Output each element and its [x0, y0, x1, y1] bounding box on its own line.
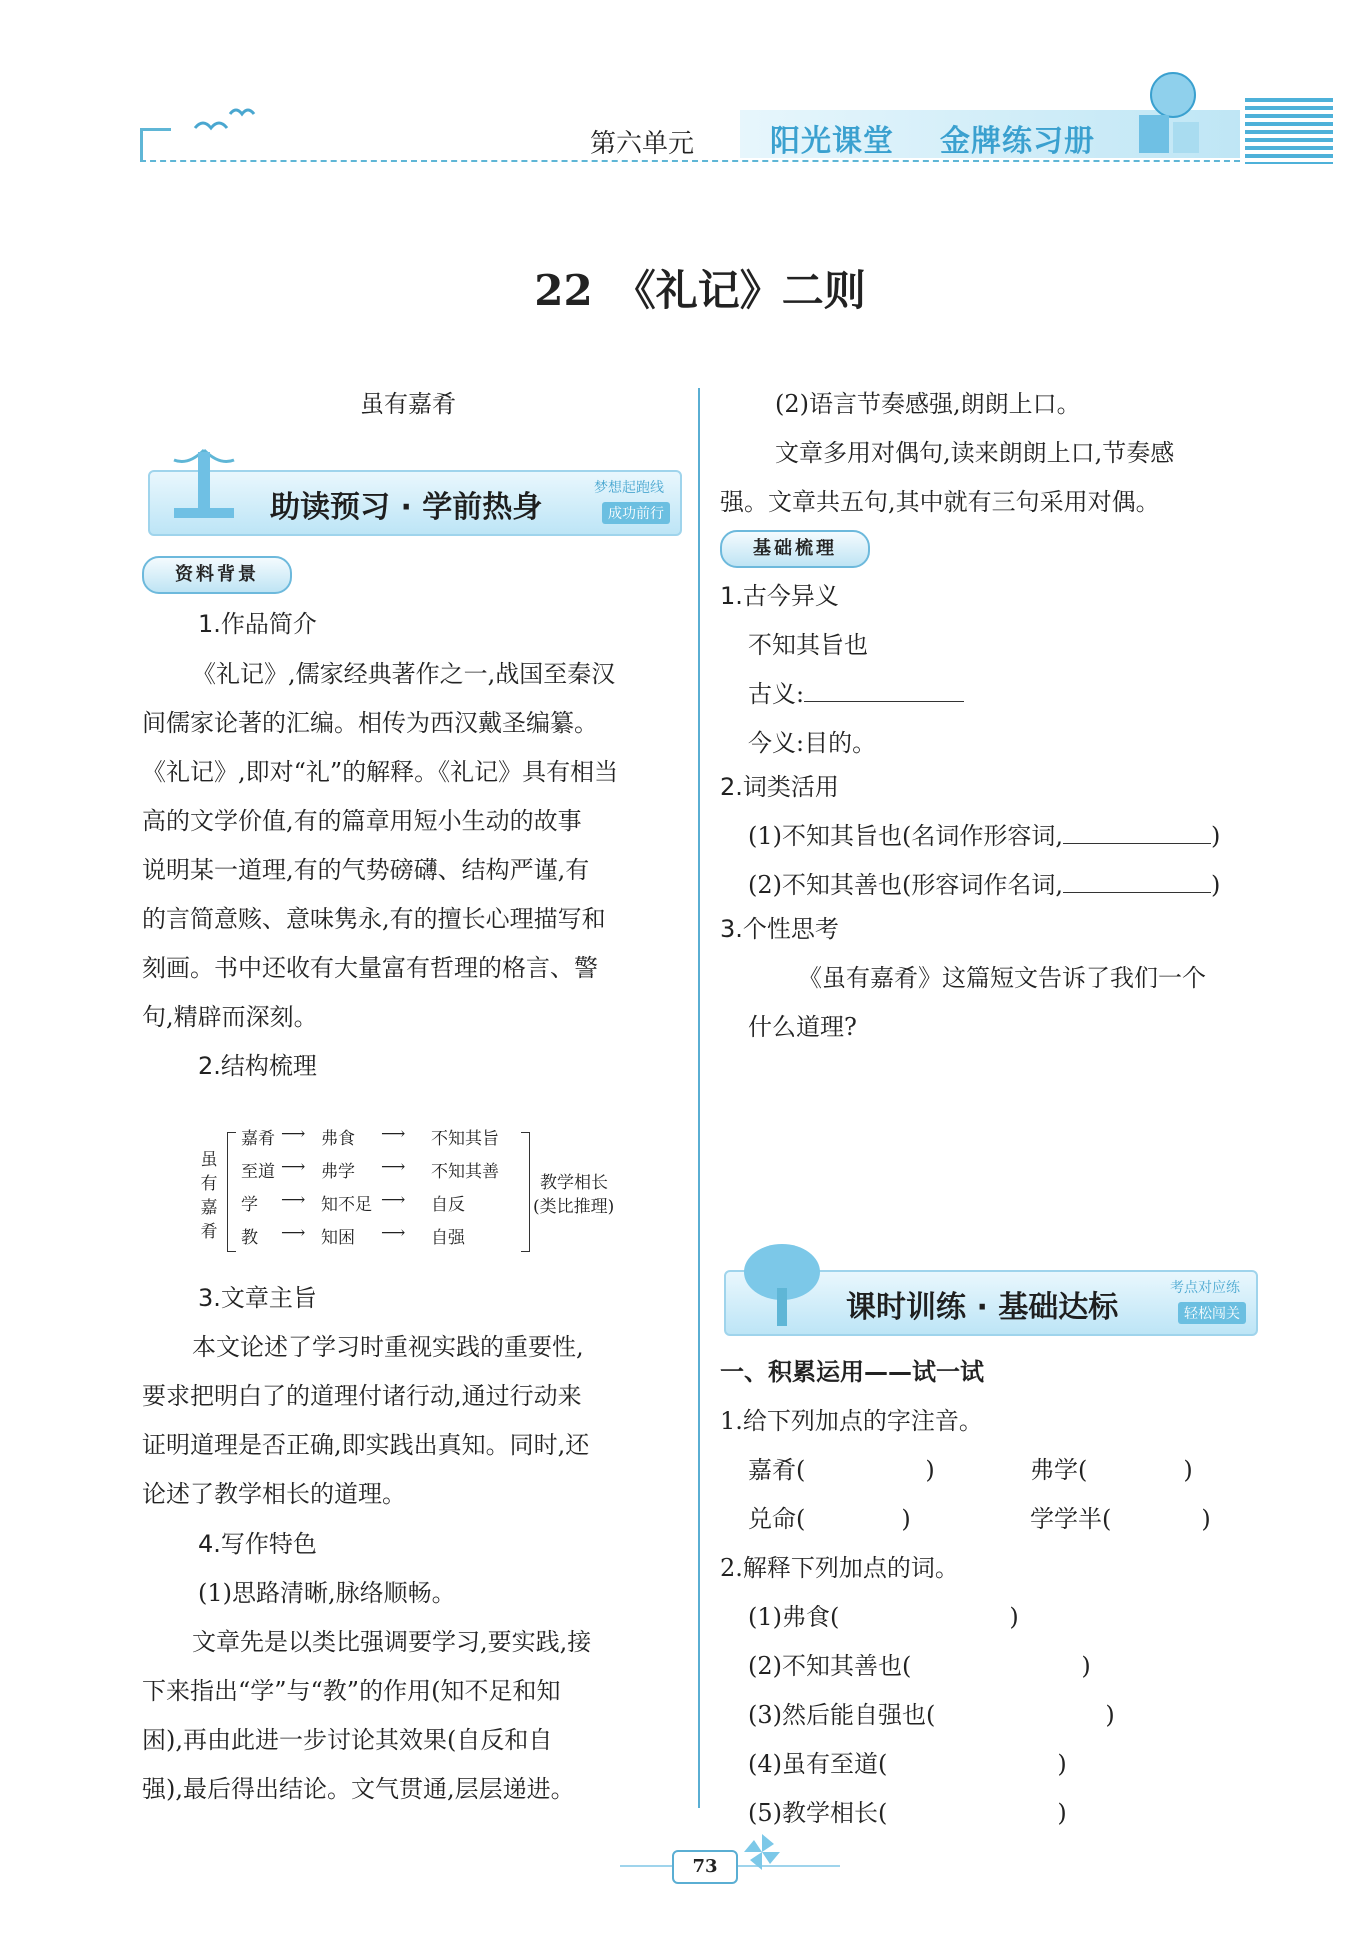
ex2-item-text: (4)虽有至道(	[748, 1750, 888, 1778]
q1-item: 不知其旨也	[748, 631, 868, 659]
q1-old-label: 古义:	[748, 680, 805, 708]
diagram-cell: 教	[241, 1228, 258, 1248]
q2-item-a	[748, 812, 1220, 861]
structure-diagram	[195, 1120, 655, 1260]
ex1-item	[1030, 1495, 1211, 1544]
arrow-right-icon: ⟶	[281, 1124, 306, 1144]
left-subtitle: 虽有嘉肴	[360, 390, 456, 418]
diagram-cell: 知不足	[321, 1195, 372, 1215]
diagram-cell: 知困	[321, 1228, 355, 1248]
ex2-item	[748, 1642, 1091, 1691]
ex2-close: )	[1009, 1603, 1019, 1631]
ex2-item	[748, 1691, 1115, 1740]
ex2-close: )	[1105, 1701, 1115, 1729]
ex1-item	[748, 1495, 911, 1544]
s1-paragraph	[142, 650, 687, 1042]
q2-a-blank[interactable]	[1063, 817, 1211, 844]
header-brand-right: 金牌练习册	[940, 124, 1095, 159]
s3-line: 本文论述了学习时重视实践的重要性,	[192, 1333, 584, 1361]
diagram-row	[241, 1223, 521, 1249]
ex1-item-text: 弗学(	[1030, 1456, 1088, 1484]
diagram-root-char: 肴	[200, 1222, 218, 1242]
s1-line: 说明某一道理,有的气势磅礴、结构严谨,有	[142, 856, 590, 884]
birds-icon	[190, 100, 270, 140]
s1-line: 间儒家论著的汇编。相传为西汉戴圣编纂。	[142, 709, 598, 737]
q2-a-close: )	[1211, 822, 1221, 850]
s3-heading: 3.文章主旨	[198, 1284, 317, 1312]
s1-heading: 1.作品简介	[198, 610, 317, 638]
ex1-item-text: 学学半(	[1030, 1505, 1112, 1533]
s1-line: 《礼记》,即对“礼”的解释。《礼记》具有相当	[142, 758, 619, 786]
s1-line: 《礼记》,儒家经典著作之一,战国至秦汉	[192, 660, 616, 688]
page-title: 22 《礼记》二则	[534, 266, 866, 315]
s4-paragraph	[142, 1618, 687, 1814]
arrow-right-icon: ⟶	[381, 1124, 406, 1144]
fountain-icon	[154, 442, 254, 532]
s4-line: 下来指出“学”与“教”的作用(知不足和知	[142, 1677, 561, 1705]
q1-heading: 1.古今异义	[720, 582, 839, 610]
ex1-item	[1030, 1446, 1193, 1495]
s4-sub2-line: 文章多用对偶句,读来朗朗上口,节奏感	[775, 439, 1175, 467]
diagram-result-note: (类比推理)	[533, 1197, 615, 1217]
left-banner	[148, 470, 682, 536]
s1-line: 的言简意赅、意味隽永,有的擅长心理描写和	[142, 905, 606, 933]
ex1-prompt: 1.给下列加点的字注音。	[720, 1407, 983, 1435]
diagram-cell: 不知其善	[431, 1162, 499, 1182]
ex1-close: )	[901, 1505, 911, 1533]
s1-line: 高的文学价值,有的篇章用短小生动的故事	[142, 807, 582, 835]
header-bracket-decoration	[140, 128, 171, 161]
left-banner-title: 助读预习 · 学前热身	[270, 490, 543, 525]
diagram-cell: 嘉肴	[241, 1129, 275, 1149]
q2-heading: 2.词类活用	[720, 773, 839, 801]
diagram-right-brace	[521, 1132, 530, 1252]
pill-background-info: 资料背景	[142, 556, 292, 594]
q2-item-b	[748, 861, 1220, 910]
s3-line: 证明道理是否正确,即实践出真知。同时,还	[142, 1431, 590, 1459]
q2-b-close: )	[1211, 871, 1221, 899]
ex1-close: )	[1201, 1505, 1211, 1533]
ex2-item-text: (2)不知其善也(	[748, 1652, 912, 1680]
s3-line: 要求把明白了的道理付诸行动,通过行动来	[142, 1382, 582, 1410]
ex2-close: )	[1057, 1799, 1067, 1827]
ex1-item-text: 兑命(	[748, 1505, 806, 1533]
s4-line: 文章先是以类比强调要学习,要实践,接	[192, 1628, 592, 1656]
arrow-right-icon: ⟶	[381, 1157, 406, 1177]
s1-line: 刻画。书中还收有大量富有哲理的格言、警	[142, 954, 598, 982]
diagram-cell: 弗学	[321, 1162, 355, 1182]
page-number: 73	[672, 1850, 738, 1884]
diagram-cell: 学	[241, 1195, 258, 1215]
q1-old-meaning	[748, 670, 964, 719]
diagram-cell: 自反	[431, 1195, 465, 1215]
q1-old-blank[interactable]	[804, 675, 964, 702]
arrow-right-icon: ⟶	[381, 1190, 406, 1210]
arrow-right-icon: ⟶	[281, 1223, 306, 1243]
diagram-row	[241, 1157, 521, 1183]
diagram-row	[241, 1190, 521, 1216]
ex1-item-text: 嘉肴(	[748, 1456, 806, 1484]
diagram-result: 教学相长	[540, 1173, 608, 1193]
diagram-root	[199, 1148, 219, 1244]
diagram-cell: 弗食	[321, 1129, 355, 1149]
header-unit: 第六单元	[590, 129, 695, 159]
ex2-prompt: 2.解释下列加点的词。	[720, 1554, 959, 1582]
pinwheel-icon	[740, 1830, 784, 1874]
header-dashed-line	[140, 160, 1240, 162]
diagram-row	[241, 1124, 521, 1150]
q2-b-text: (2)不知其善也(形容词作名词,	[748, 871, 1063, 899]
diagram-root-char: 虽	[200, 1150, 218, 1170]
exercise-heading: 一、积累运用——试一试	[720, 1358, 984, 1386]
ex2-item	[748, 1789, 1067, 1838]
arrow-right-icon: ⟶	[281, 1190, 306, 1210]
ex1-close: )	[1183, 1456, 1193, 1484]
q3-line: 《虽有嘉肴》这篇短文告诉了我们一个	[798, 964, 1206, 992]
s3-paragraph	[142, 1323, 687, 1519]
ex2-item-text: (5)教学相长(	[748, 1799, 888, 1827]
q3-paragraph	[748, 954, 1268, 1052]
diagram-left-brace	[227, 1132, 236, 1252]
arrow-right-icon: ⟶	[281, 1157, 306, 1177]
diagram-root-char: 有	[200, 1174, 218, 1194]
ex2-close: )	[1057, 1750, 1067, 1778]
pill-basic-review: 基础梳理	[720, 530, 870, 568]
left-banner-tag2: 成功前行	[602, 502, 670, 524]
q3-heading: 3.个性思考	[720, 915, 839, 943]
s2-heading: 2.结构梳理	[198, 1052, 317, 1080]
column-divider	[698, 388, 700, 1808]
header-brand-left: 阳光课堂	[770, 124, 894, 159]
s4-sub2-paragraph	[720, 429, 1280, 527]
s4-sub1: (1)思路清晰,脉络顺畅。	[198, 1579, 456, 1607]
s4-sub2-line: 强。文章共五句,其中就有三句采用对偶。	[720, 488, 1160, 516]
q2-a-text: (1)不知其旨也(名词作形容词,	[748, 822, 1063, 850]
diagram-cell: 自强	[431, 1228, 465, 1248]
ex2-item-text: (3)然后能自强也(	[748, 1701, 936, 1729]
right-banner-tag1: 考点对应练	[1170, 1280, 1240, 1296]
s3-line: 论述了教学相长的道理。	[142, 1480, 406, 1508]
ex1-item	[748, 1446, 935, 1495]
right-banner	[724, 1270, 1258, 1336]
left-banner-tag1: 梦想起跑线	[594, 480, 664, 496]
q1-new-meaning: 今义:目的。	[748, 729, 877, 757]
diagram-cell: 不知其旨	[431, 1129, 499, 1149]
ex1-close: )	[925, 1456, 935, 1484]
arrow-right-icon: ⟶	[381, 1223, 406, 1243]
diagram-cell: 至道	[241, 1162, 275, 1182]
right-banner-title: 课时训练 · 基础达标	[846, 1290, 1119, 1325]
right-banner-tag2: 轻松闯关	[1178, 1302, 1246, 1324]
header-stripes-decoration	[1245, 98, 1333, 164]
tree-icon	[732, 1238, 832, 1330]
ex2-close: )	[1081, 1652, 1091, 1680]
s4-heading: 4.写作特色	[198, 1530, 317, 1558]
ex2-item	[748, 1593, 1019, 1642]
s1-line: 句,精辟而深刻。	[142, 1003, 318, 1031]
ex2-item-text: (1)弗食(	[748, 1603, 840, 1631]
ex2-item	[748, 1740, 1067, 1789]
s4-line: 强),最后得出结论。文气贯通,层层递进。	[142, 1775, 575, 1803]
s4-sub2: (2)语言节奏感强,朗朗上口。	[775, 390, 1081, 418]
diagram-root-char: 嘉	[200, 1198, 218, 1218]
s4-line: 困),再由此进一步讨论其效果(自反和自	[142, 1726, 553, 1754]
globe-icon	[1125, 60, 1205, 155]
q3-line: 什么道理?	[748, 1013, 857, 1041]
q2-b-blank[interactable]	[1063, 866, 1211, 893]
